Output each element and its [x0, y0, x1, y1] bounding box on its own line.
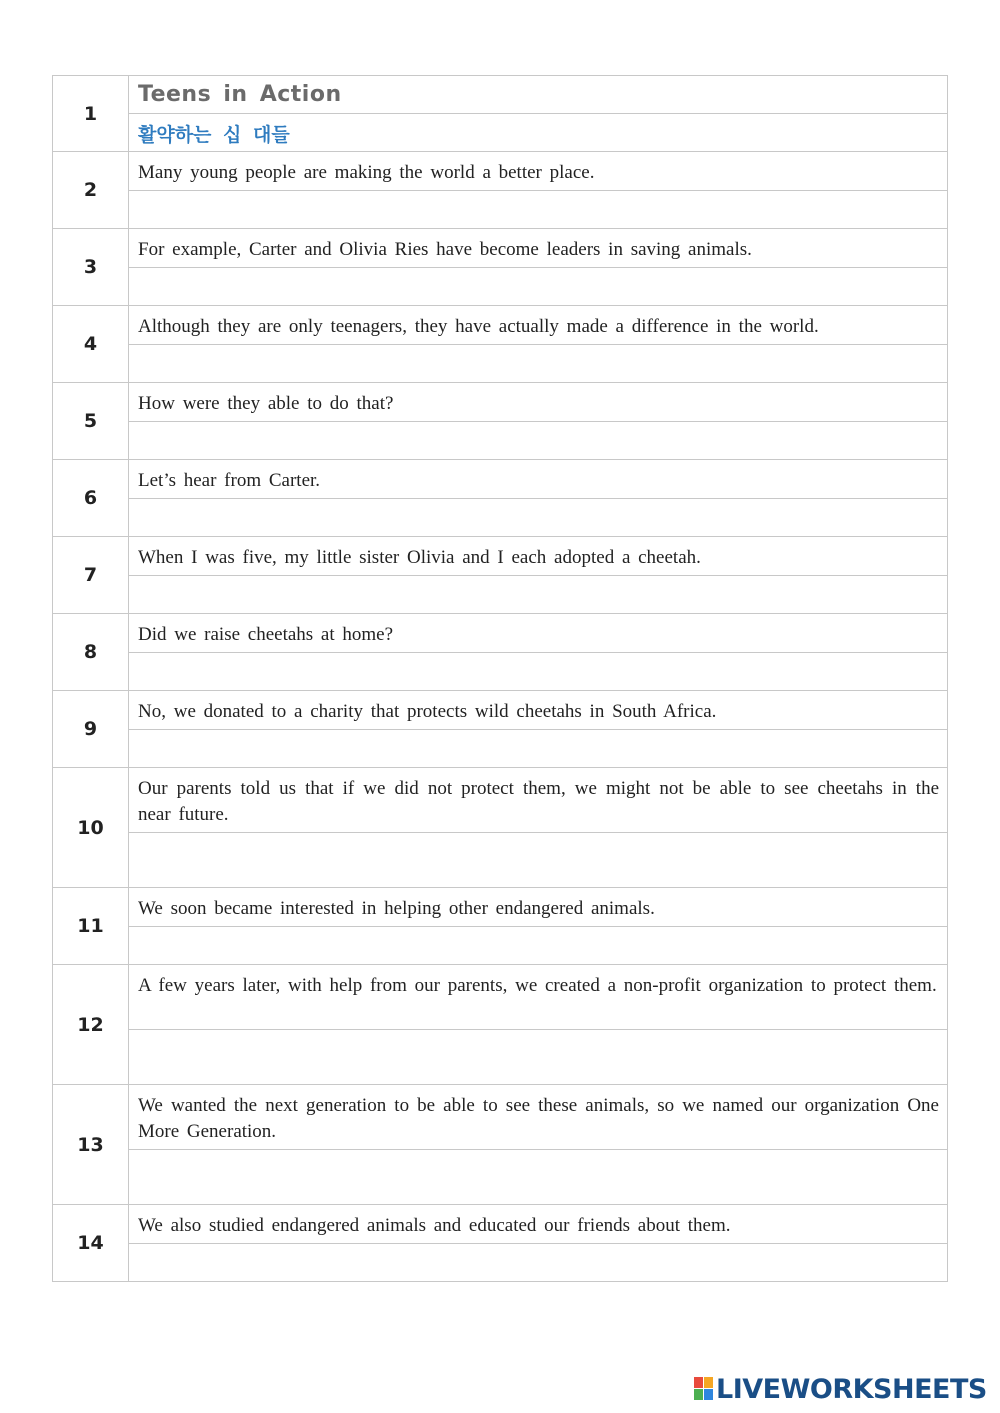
answer-row: [53, 730, 948, 768]
answer-field[interactable]: [129, 499, 948, 537]
sentence-text: When I was five, my little sister Olivia and I each adopted a cheetah.: [129, 537, 948, 576]
sentence-text: Did we raise cheetahs at home?: [129, 614, 948, 653]
row-number: 6: [53, 460, 129, 537]
header-row-korean: [53, 114, 948, 152]
answer-field[interactable]: [129, 730, 948, 768]
answer-field[interactable]: [129, 653, 948, 691]
answer-field[interactable]: [129, 191, 948, 229]
answer-field[interactable]: [129, 576, 948, 614]
row-number: 11: [53, 888, 129, 965]
sentence-text: How were they able to do that?: [129, 383, 948, 422]
row-number: 4: [53, 306, 129, 383]
row-number: 5: [53, 383, 129, 460]
sentence-row: [53, 888, 948, 927]
row-number: 2: [53, 152, 129, 229]
answer-field[interactable]: [129, 927, 948, 965]
liveworksheets-logo: [694, 1374, 987, 1404]
sentence-text: Let’s hear from Carter.: [129, 460, 948, 499]
row-number: 10: [53, 768, 129, 888]
answer-field[interactable]: [129, 422, 948, 460]
answer-row: [53, 576, 948, 614]
answer-row: [53, 268, 948, 306]
answer-row: [53, 191, 948, 229]
sentence-row: [53, 460, 948, 499]
answer-row: [53, 1150, 948, 1205]
sentence-text: A few years later, with help from our parents, we created a non-profit organization to protect them.: [129, 965, 948, 1030]
row-number: 14: [53, 1205, 129, 1282]
answer-row: [53, 833, 948, 888]
answer-row: [53, 499, 948, 537]
title-korean: 활약하는 십 대들: [129, 114, 948, 152]
header-row: [53, 76, 948, 114]
answer-field[interactable]: [129, 1030, 948, 1085]
sentence-row: [53, 691, 948, 730]
answer-row: [53, 653, 948, 691]
worksheet-table: [52, 75, 948, 1282]
sentence-row: [53, 1205, 948, 1244]
sentence-text: Although they are only teenagers, they have actually made a difference in the world.: [129, 306, 948, 345]
sentence-row: [53, 383, 948, 422]
sentence-row: [53, 965, 948, 1030]
row-number: 1: [53, 76, 129, 152]
sentence-row: [53, 152, 948, 191]
sentence-row: [53, 768, 948, 833]
sentence-text: Many young people are making the world a better place.: [129, 152, 948, 191]
row-number: 9: [53, 691, 129, 768]
row-number: 8: [53, 614, 129, 691]
logo-mark-icon: [694, 1377, 714, 1401]
answer-field[interactable]: [129, 833, 948, 888]
sentence-row: [53, 537, 948, 576]
sentence-text: For example, Carter and Olivia Ries have become leaders in saving animals.: [129, 229, 948, 268]
answer-row: [53, 1244, 948, 1282]
row-number: 7: [53, 537, 129, 614]
answer-row: [53, 1030, 948, 1085]
sentence-row: [53, 306, 948, 345]
title-english: Teens in Action: [129, 76, 948, 114]
answer-row: [53, 422, 948, 460]
sentence-row: [53, 614, 948, 653]
sentence-text: Our parents told us that if we did not protect them, we might not be able to see cheetahs in the near future.: [129, 768, 948, 833]
answer-row: [53, 345, 948, 383]
answer-row: [53, 927, 948, 965]
answer-field[interactable]: [129, 345, 948, 383]
sentence-text: We wanted the next generation to be able to see these animals, so we named our organization One More Generation.: [129, 1085, 948, 1150]
row-number: 13: [53, 1085, 129, 1205]
answer-field[interactable]: [129, 1244, 948, 1282]
sentence-row: [53, 1085, 948, 1150]
answer-field[interactable]: [129, 1150, 948, 1205]
row-number: 12: [53, 965, 129, 1085]
sentence-text: We also studied endangered animals and educated our friends about them.: [129, 1205, 948, 1244]
brand-name: LIVEWORKSHEETS: [716, 1373, 987, 1405]
answer-field[interactable]: [129, 268, 948, 306]
sentence-text: We soon became interested in helping other endangered animals.: [129, 888, 948, 927]
sentence-text: No, we donated to a charity that protects wild cheetahs in South Africa.: [129, 691, 948, 730]
row-number: 3: [53, 229, 129, 306]
sentence-row: [53, 229, 948, 268]
